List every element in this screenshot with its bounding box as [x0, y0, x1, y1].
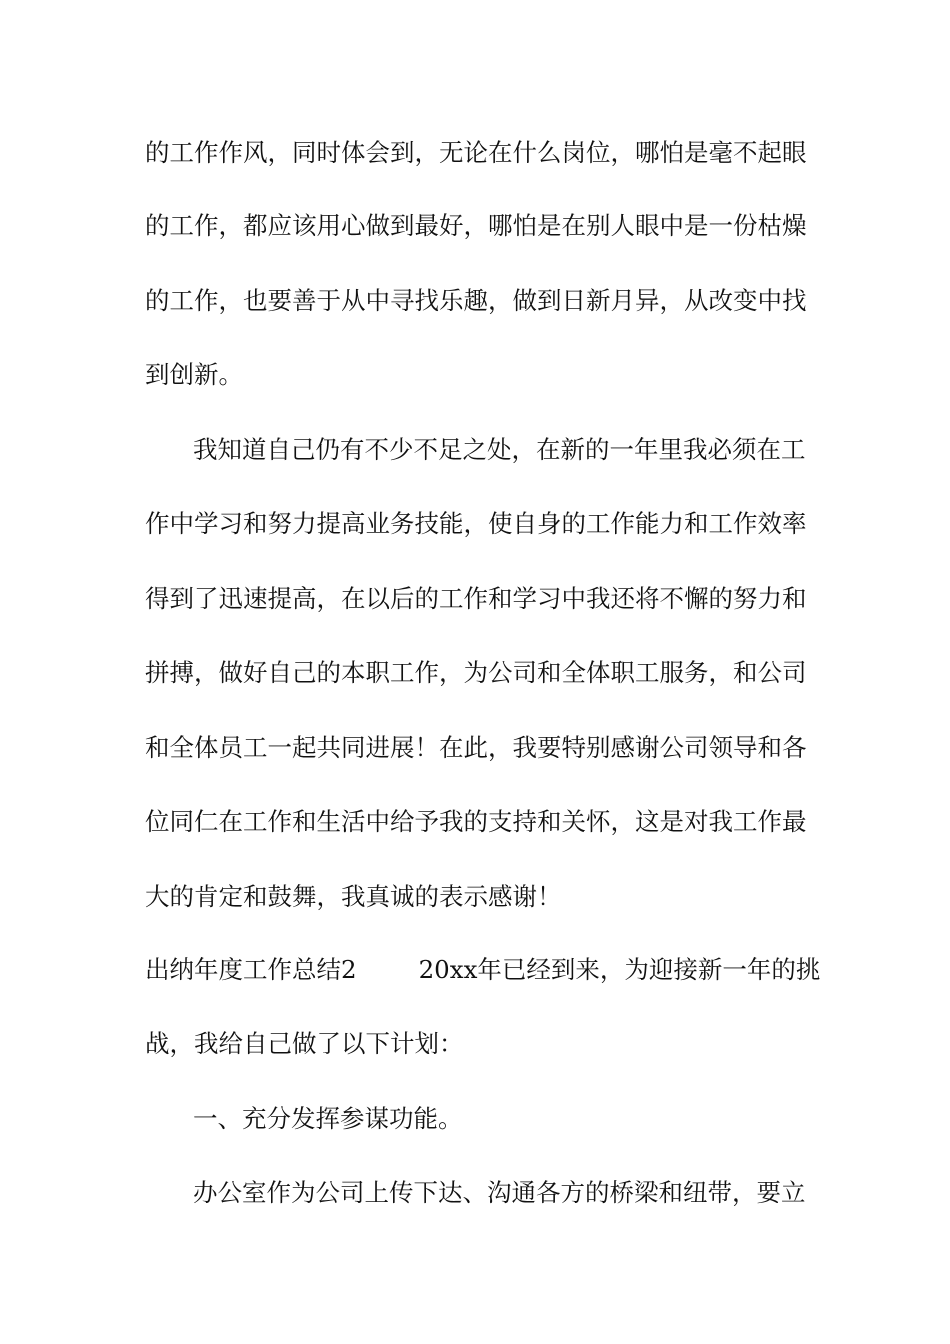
paragraph-line: 的工作作风，同时体会到，无论在什么岗位，哪怕是毫不起眼	[145, 138, 807, 167]
paragraph-line: 位同仁在工作和生活中给予我的支持和关怀，这是对我工作最	[145, 807, 807, 836]
paragraph-line: 办公室作为公司上传下达、沟通各方的桥梁和纽带，要立	[193, 1178, 806, 1207]
paragraph-line: 战，我给自己做了以下计划：	[145, 1029, 464, 1058]
list-heading: 一、充分发挥参谋功能。	[193, 1104, 463, 1133]
paragraph-line: 到创新。	[145, 360, 243, 389]
paragraph-line: 得到了迅速提高，在以后的工作和学习中我还将不懈的努力和	[145, 584, 807, 613]
section-title: 出纳年度工作总结2	[145, 955, 357, 984]
paragraph-line: 的工作，都应该用心做到最好，哪怕是在别人眼中是一份枯燥	[145, 211, 807, 240]
paragraph-line: 的工作，也要善于从中寻找乐趣，做到日新月异，从改变中找	[145, 286, 807, 315]
paragraph-line: 大的肯定和鼓舞，我真诚的表示感谢！	[145, 882, 562, 911]
paragraph-line: 我知道自己仍有不少不足之处，在新的一年里我必须在工	[193, 435, 806, 464]
paragraph-line: 拼搏，做好自己的本职工作，为公司和全体职工服务，和公司	[145, 658, 807, 687]
section-intro-text: 20xx年已经到来，为迎接新一年的挑	[418, 955, 821, 984]
paragraph-line: 作中学习和努力提高业务技能，使自身的工作能力和工作效率	[145, 509, 807, 538]
paragraph-line: 和全体员工一起共同进展！在此，我要特别感谢公司领导和各	[145, 733, 807, 762]
section-heading-line	[145, 950, 821, 990]
